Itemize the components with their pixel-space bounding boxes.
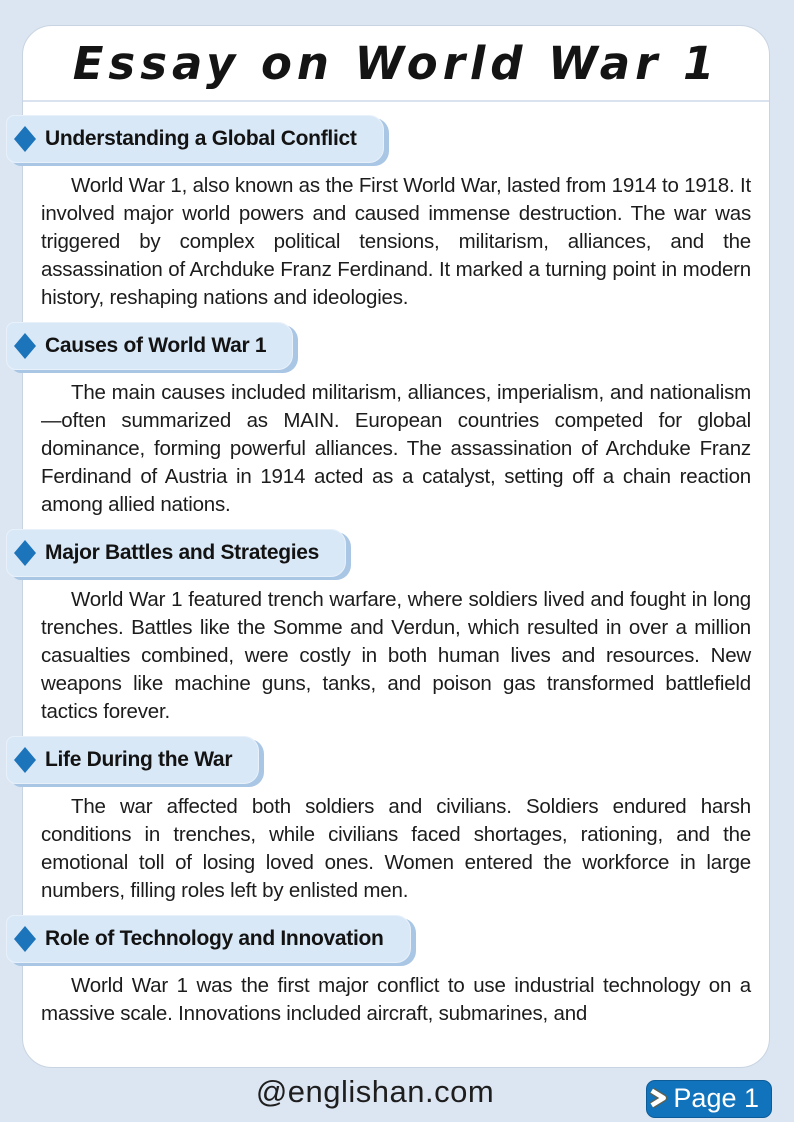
section-heading-box: [6, 115, 384, 163]
title-bar: [23, 26, 769, 102]
section-heading: Causes of World War 1: [45, 334, 267, 357]
section-heading: Major Battles and Strategies: [45, 541, 320, 564]
diamond-bullet-icon: [14, 333, 36, 359]
diamond-bullet-icon: [14, 540, 36, 566]
section-life-during-the-war: [41, 736, 751, 905]
section-heading: Life During the War: [45, 748, 233, 771]
essay-card: [22, 25, 770, 1068]
section-causes-of-world-war-1: [41, 322, 751, 519]
diamond-bullet-icon: [14, 926, 36, 952]
section-paragraph: The main causes included militarism, alliances, imperialism, and nationalism—often summarized as MAIN. European countries competed for global dominance, forming powerful alliances. The assassination of Archduke Franz Ferdinand of Austria in 1914 acted as a catalyst, setting off a chain reaction among allied nations.: [41, 381, 751, 516]
section-heading: Understanding a Global Conflict: [45, 127, 357, 150]
section-paragraph: World War 1, also known as the First World War, lasted from 1914 to 1918. It involved major world powers and caused immense destruction. The war was triggered by complex political tensions, militarism, alliances, and the assassination of Archduke Franz Ferdinand. It marked a turning point in modern history, reshaping nations and ideologies.: [41, 174, 751, 309]
page-number-badge: [646, 1080, 772, 1118]
diamond-bullet-icon: [14, 126, 36, 152]
page-footer: [0, 1072, 794, 1122]
section-paragraph: World War 1 featured trench warfare, where soldiers lived and fought in long trenches. Battles like the Somme and Verdun, which resulted in over a million casualties combined, were costly in both human lives and resources. New weapons like machine guns, tanks, and poison gas transformed battlefield tactics forever.: [41, 588, 751, 723]
section-heading-box: [6, 322, 293, 370]
page-number-label: Page 1: [673, 1082, 759, 1113]
section-heading-box: [6, 529, 346, 577]
diamond-bullet-icon: [14, 747, 36, 773]
section-heading: Role of Technology and Innovation: [45, 927, 384, 950]
section-major-battles-and-strategies: [41, 529, 751, 726]
section-heading-box: [6, 736, 259, 784]
website-name: @englishan.com: [255, 1074, 495, 1109]
page-title: Essay on World War 1: [72, 36, 720, 90]
chevron-right-icon: [649, 1085, 671, 1111]
section-paragraph: The war affected both soldiers and civilians. Soldiers endured harsh conditions in trenches, while civilians faced shortages, rationing, and the emotional toll of losing loved ones. Women entered the workforce in large numbers, filling roles left by enlisted men.: [41, 795, 751, 902]
section-heading-box: [6, 915, 411, 963]
section-paragraph: World War 1 was the first major conflict to use industrial technology on a massive scale. Innovations included aircraft, submarines, and: [41, 974, 751, 1025]
section-understanding-a-global-conflict: [41, 115, 751, 312]
essay-body: [23, 115, 769, 1028]
section-role-of-technology-and-innovation: [41, 915, 751, 1028]
